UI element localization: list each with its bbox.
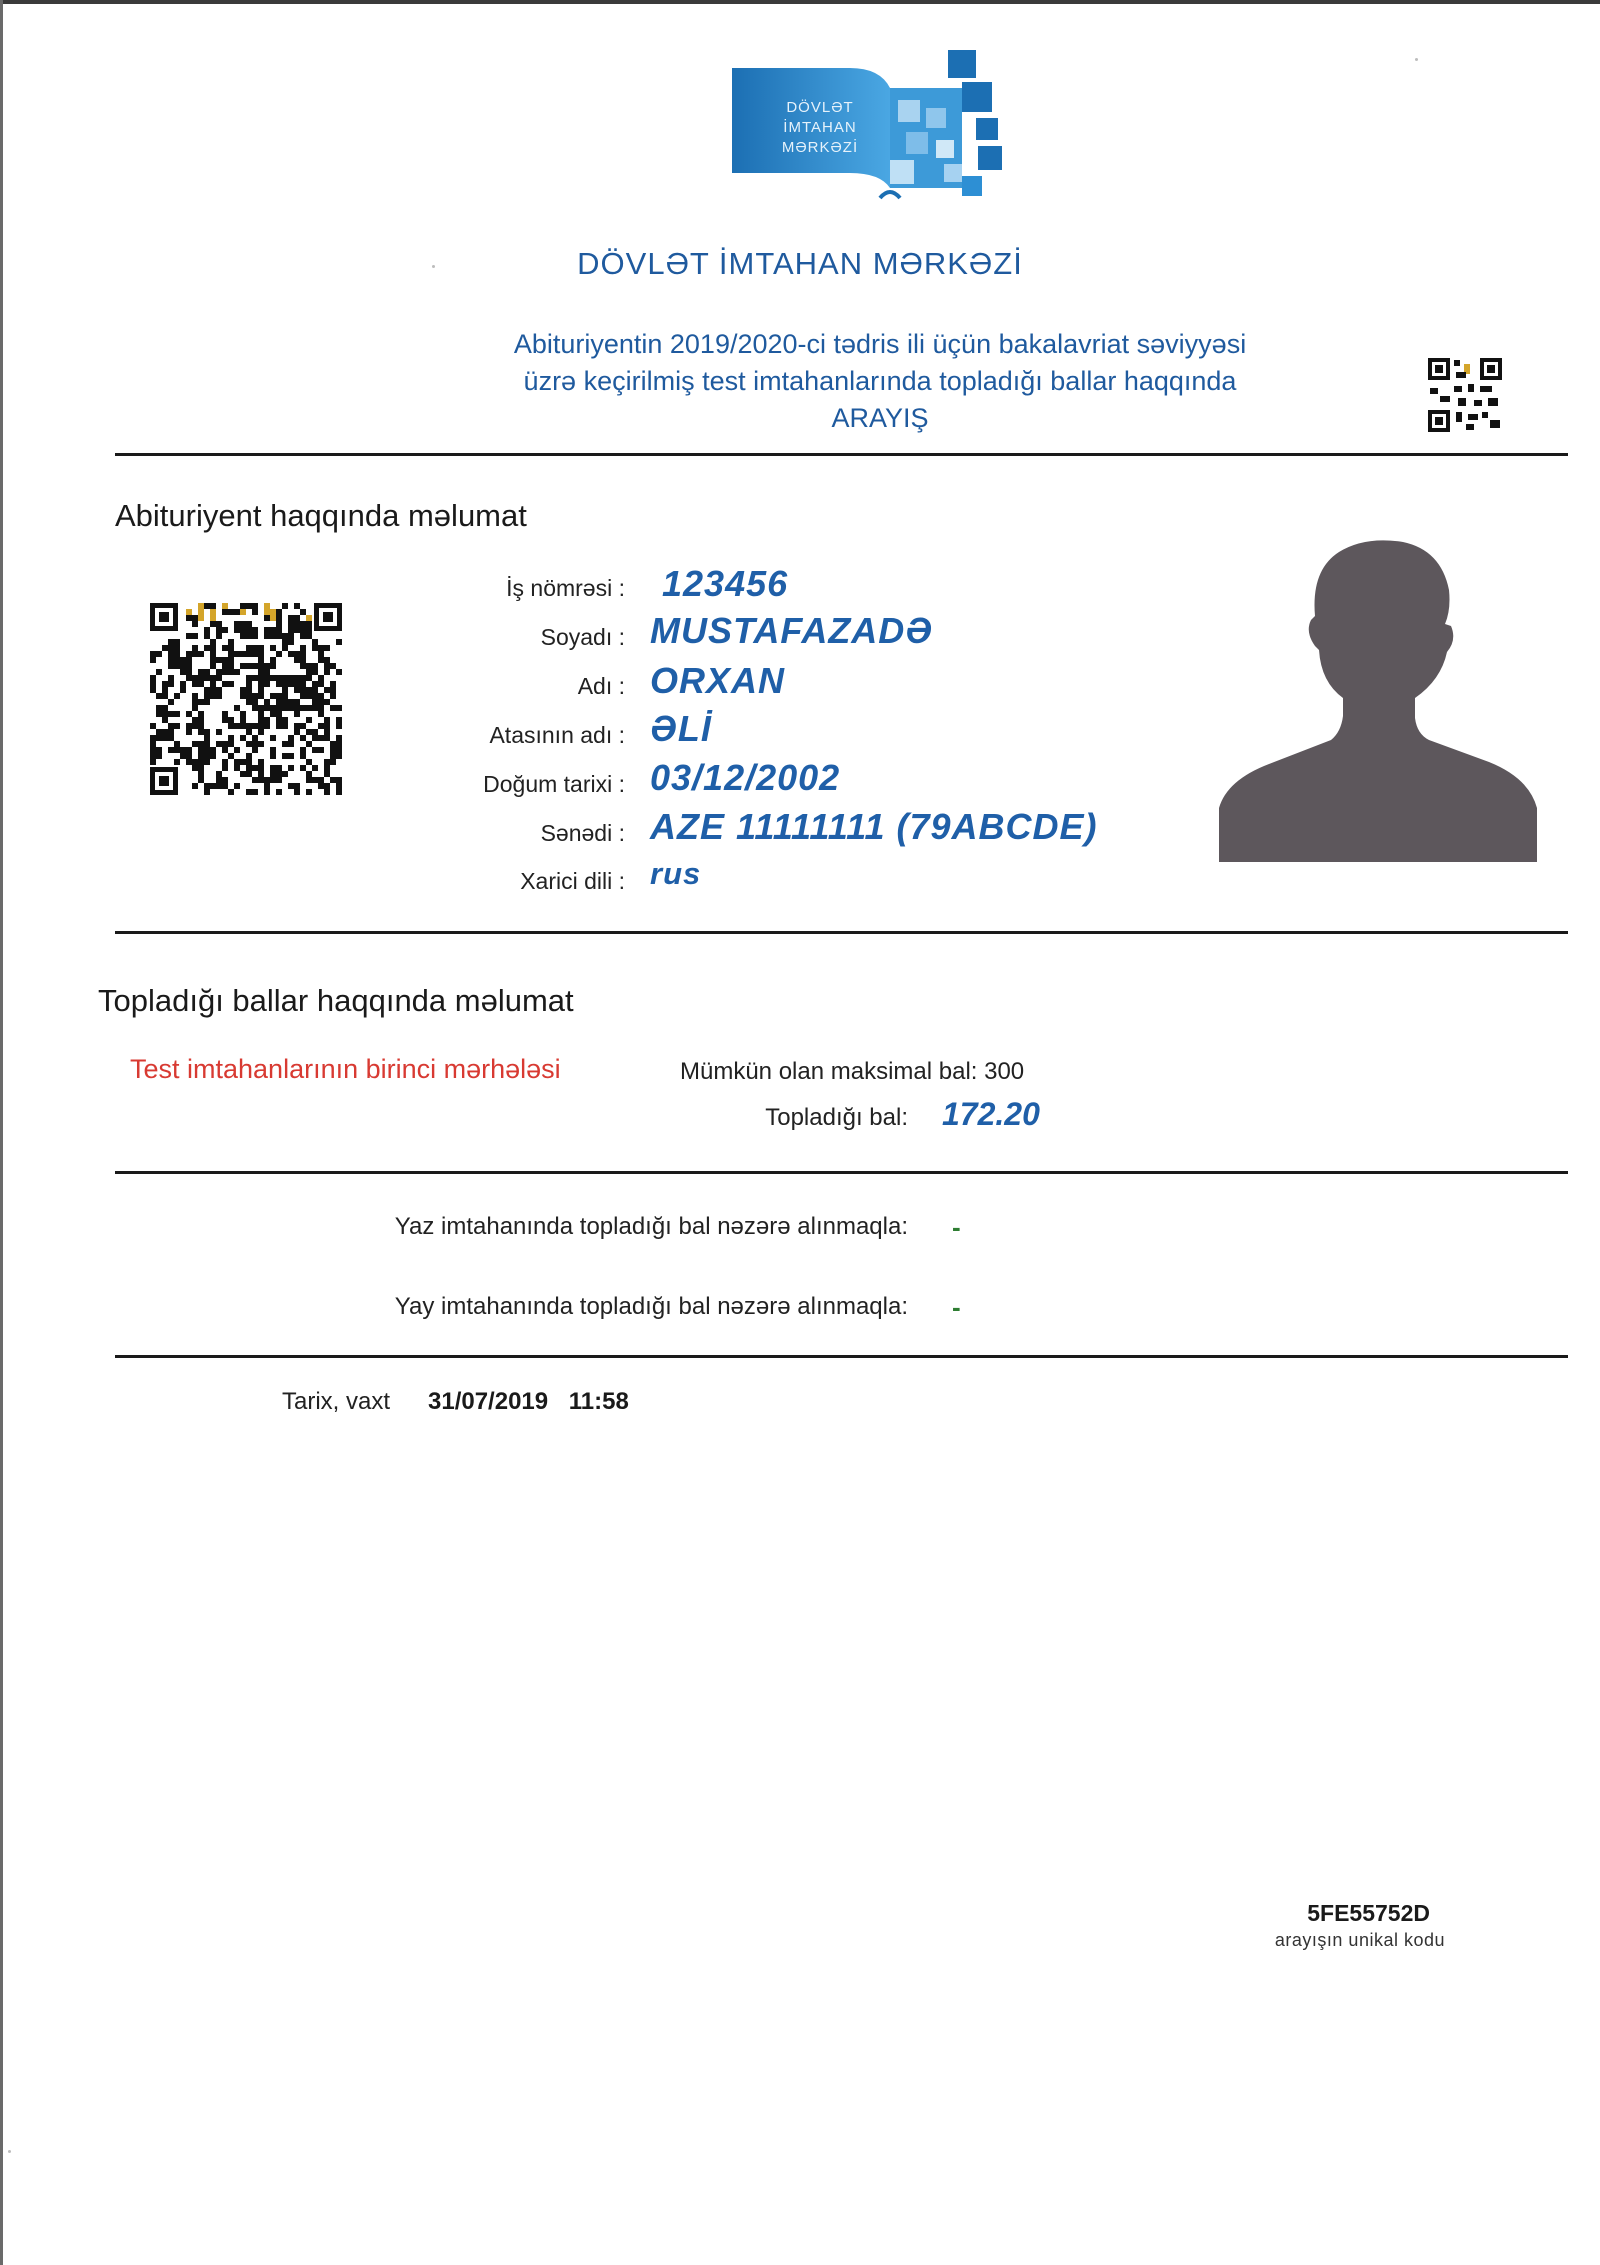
divider-4	[115, 1355, 1568, 1358]
scan-edge-left	[0, 0, 3, 2265]
summer-exam-value: -	[952, 1292, 961, 1322]
foreign-language-label: Xarici dili :	[520, 868, 625, 894]
case-number-label: İş nömrəsi :	[506, 575, 625, 601]
winter-exam-value: -	[952, 1212, 961, 1242]
summer-exam-label: Yay imtahanında topladığı bal nəzərə alınmaqla:	[394, 1293, 908, 1320]
logo-text: DÖVLƏT İMTAHAN MƏRKƏZİ	[781, 99, 859, 156]
qr-code-small	[1428, 358, 1502, 432]
scan-edge-top	[0, 0, 1600, 4]
score-value: 172.20	[942, 1096, 1040, 1132]
divider-3	[115, 1171, 1568, 1174]
case-number-value: 123456	[662, 563, 789, 604]
scan-speck	[8, 2150, 11, 2153]
first-name-label: Adı :	[577, 673, 625, 699]
winter-exam-label: Yaz imtahanında topladığı bal nəzərə alınmaqla:	[394, 1213, 908, 1240]
exam-stage-title: Test imtahanlarının birinci mərhələsi	[130, 1054, 561, 1084]
patronymic-value: ƏLİ	[650, 708, 712, 749]
first-name-value: ORXAN	[650, 660, 786, 701]
divider-2	[115, 931, 1568, 934]
document-value: AZE 11111111 (79ABCDE)	[650, 806, 1098, 847]
foreign-language-value: rus	[650, 856, 702, 891]
birth-date-label: Doğum tarixi :	[483, 771, 625, 797]
score-label: Topladığı bal:	[765, 1104, 908, 1131]
applicant-section-heading: Abituriyent haqqında məlumat	[115, 498, 527, 533]
document-subtitle: Abituriyentin 2019/2020-ci tədris ili üçün bakalavriat səviyyəsi üzrə keçirilmiş test imtahanlarında topladığı ballar haqqında ARAYIŞ	[513, 329, 1247, 433]
max-score-text: Mümkün olan maksimal bal: 300	[680, 1058, 1025, 1085]
surname-value: MUSTAFAZADƏ	[650, 610, 934, 651]
unique-code: 5FE55752D	[1307, 1900, 1430, 1926]
scores-section-heading: Topladığı ballar haqqında məlumat	[98, 983, 574, 1018]
scan-speck	[1415, 58, 1418, 61]
birth-date-value: 03/12/2002	[650, 757, 841, 798]
applicant-photo	[1219, 540, 1537, 862]
patronymic-label: Atasının adı :	[489, 722, 625, 748]
document-label: Sənədi :	[540, 820, 625, 846]
scan-speck	[432, 265, 435, 268]
date-label: Tarix, vaxt	[282, 1388, 391, 1415]
surname-label: Soyadı :	[540, 624, 625, 650]
unique-code-caption: arayışın unikal kodu	[1274, 1930, 1445, 1950]
divider-1	[115, 453, 1568, 456]
organization-title: DÖVLƏT İMTAHAN MƏRKƏZİ	[577, 246, 1023, 281]
date-value: 31/07/2019 11:58	[428, 1388, 629, 1415]
